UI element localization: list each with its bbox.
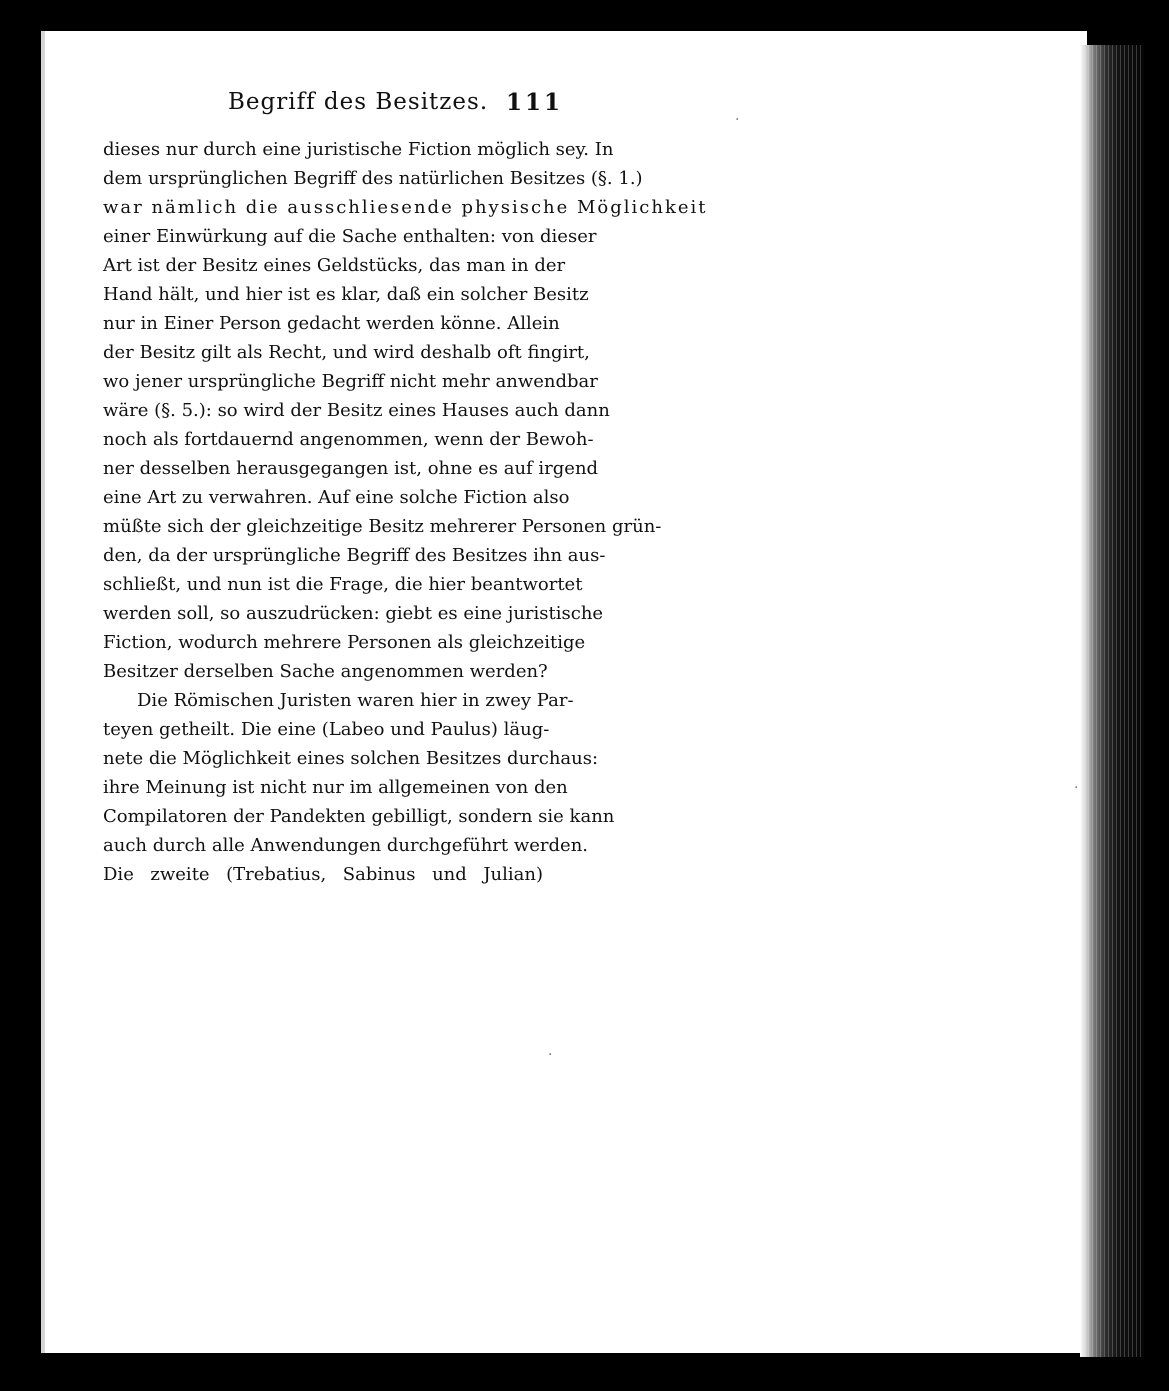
text-line: teyen getheilt. Die eine (Labeo und Paulus) läug- [103,719,550,740]
book-page-edges [1080,45,1144,1357]
text-line: wo jener ursprüngliche Begriff nicht mehr anwendbar [103,371,598,392]
text-line: wäre (§. 5.): so wird der Besitz eines Hauses auch dann [103,400,610,421]
text-line: Art ist der Besitz eines Geldstücks, das man in der [103,255,566,276]
text-line: den, da der ursprüngliche Begriff des Besitzes ihn aus- [103,545,606,566]
text-line: eine Art zu verwahren. Auf eine solche Fiction also [103,487,570,508]
text-line: auch durch alle Anwendungen durchgeführt werden. [103,835,589,856]
scan-speck: · [1074,780,1079,796]
page-number: 111 [506,89,564,116]
text-line: dieses nur durch eine juristische Fiction möglich sey. In [103,139,614,160]
text-line: müßte sich der gleichzeitige Besitz mehrerer Personen grün- [103,516,662,537]
text-line: Die Römischen Juristen waren hier in zwey Par- [137,690,574,711]
text-line: werden soll, so auszudrücken: giebt es eine juristische [103,603,604,624]
text-line: nur in Einer Person gedacht werden könne. Allein [103,313,560,334]
text-line: ihre Meinung ist nicht nur im allgemeinen von den [103,777,568,798]
scan-speck: · [548,1047,553,1063]
text-line: Fiction, wodurch mehrere Personen als gleichzeitige [103,632,586,653]
text-line: dem ursprünglichen Begriff des natürlichen Besitzes (§. 1.) [103,168,643,189]
text-line: nete die Möglichkeit eines solchen Besitzes durchaus: [103,748,599,769]
text-line: einer Einwürkung auf die Sache enthalten: von dieser [103,226,597,247]
text-line: noch als fortdauernd angenommen, wenn der Bewoh- [103,429,594,450]
text-line: Besitzer derselben Sache angenommen werden? [103,661,548,682]
text-line: Hand hält, und hier ist es klar, daß ein solcher Besitz [103,284,589,305]
scan-speck: · [735,112,740,128]
text-line: schließt, und nun ist die Frage, die hier beantwortet [103,574,583,595]
page-left-edge [41,31,45,1353]
running-head: Begriff des Besitzes. [228,89,489,115]
text-line: der Besitz gilt als Recht, und wird deshalb oft fingirt, [103,342,590,363]
text-line: Die zweite (Trebatius, Sabinus und Julian) [103,864,543,885]
text-line: war nämlich die ausschliesende physische Möglichkeit [103,197,708,218]
text-line: ner desselben herausgegangen ist, ohne es auf irgend [103,458,599,479]
text-line: Compilatoren der Pandekten gebilligt, sondern sie kann [103,806,615,827]
